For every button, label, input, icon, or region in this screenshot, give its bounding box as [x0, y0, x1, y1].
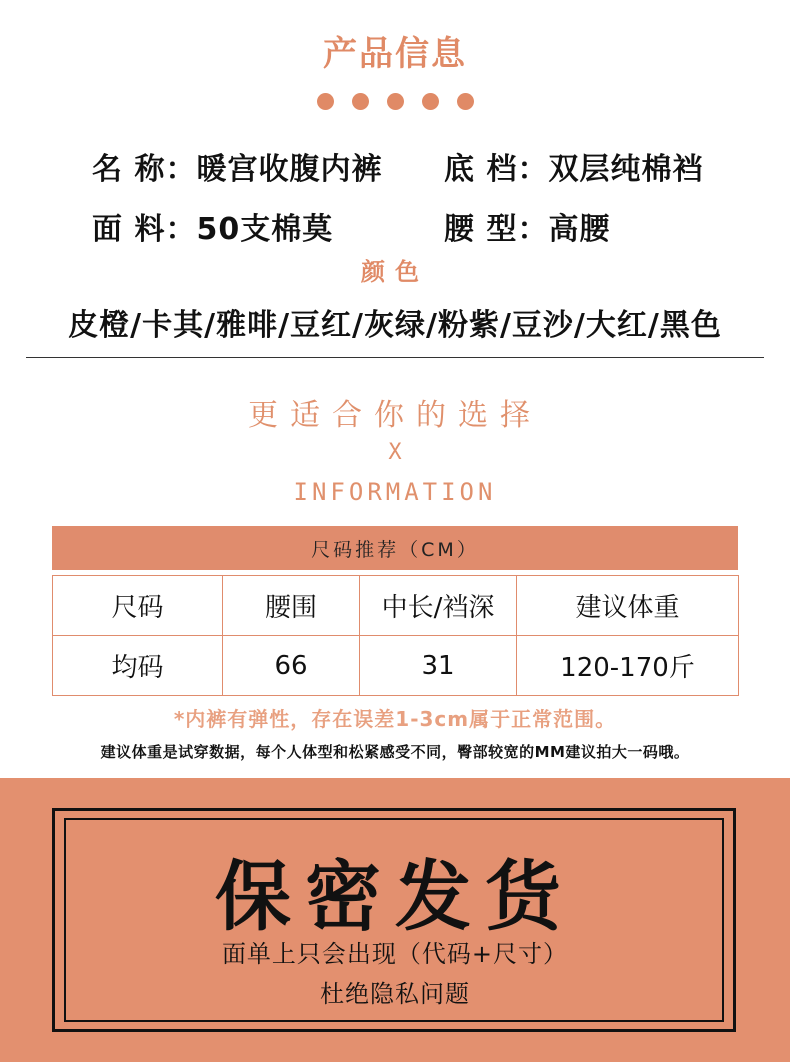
size-chart-header: 尺码推荐（CM）	[52, 526, 738, 570]
spec-label: 底 档：	[444, 152, 549, 187]
table-row	[53, 636, 739, 696]
dot-icon	[457, 93, 474, 110]
spec-value: 双层纯棉裆	[548, 152, 704, 187]
column-header: 建议体重	[517, 576, 739, 636]
spec-label: 名 称：	[92, 152, 197, 187]
table-cell: 均码	[53, 636, 223, 696]
table-cell: 31	[360, 636, 517, 696]
spec-waist	[444, 204, 610, 248]
dot-icon	[387, 93, 404, 110]
privacy-title: 保密发货	[215, 852, 575, 941]
divider	[26, 357, 764, 358]
spec-label: 面 料：	[92, 212, 197, 247]
dot-icon	[317, 93, 334, 110]
dot-icon	[352, 93, 369, 110]
privacy-line-2: 杜绝隐私问题	[320, 980, 470, 1008]
spec-fabric	[92, 204, 333, 248]
column-header: 腰围	[223, 576, 360, 636]
decorative-dots	[0, 93, 790, 110]
spec-name	[92, 144, 382, 188]
x-mark: X	[388, 440, 402, 465]
elastic-note: *内裤有弹性，存在误差1-3cm属于正常范围。	[173, 707, 617, 731]
spec-crotch	[444, 144, 703, 188]
color-list: 皮橙/卡其/雅啡/豆红/灰绿/粉紫/豆沙/大红/黑色	[68, 308, 722, 343]
section-title: 产品信息	[323, 34, 467, 74]
color-title: 颜色	[361, 258, 429, 286]
dot-icon	[422, 93, 439, 110]
weight-note: 建议体重是试穿数据，每个人体型和松紧感受不同，臀部较宽的MM建议拍大一码哦。	[100, 743, 690, 761]
size-table	[52, 575, 739, 696]
table-header-row	[53, 576, 739, 636]
column-header: 中长/裆深	[360, 576, 517, 636]
slogan: 更适合你的选择	[248, 398, 542, 433]
spec-value: 高腰	[548, 212, 611, 247]
spec-label: 腰 型：	[444, 212, 549, 247]
spec-value: 50支棉莫	[196, 212, 334, 247]
information-word: INFORMATION	[293, 478, 497, 506]
privacy-line-1: 面单上只会出现（代码+尺寸）	[221, 940, 569, 968]
spec-value: 暖宫收腹内裤	[196, 152, 383, 187]
column-header: 尺码	[53, 576, 223, 636]
table-cell: 120-170斤	[517, 636, 739, 696]
table-cell: 66	[223, 636, 360, 696]
